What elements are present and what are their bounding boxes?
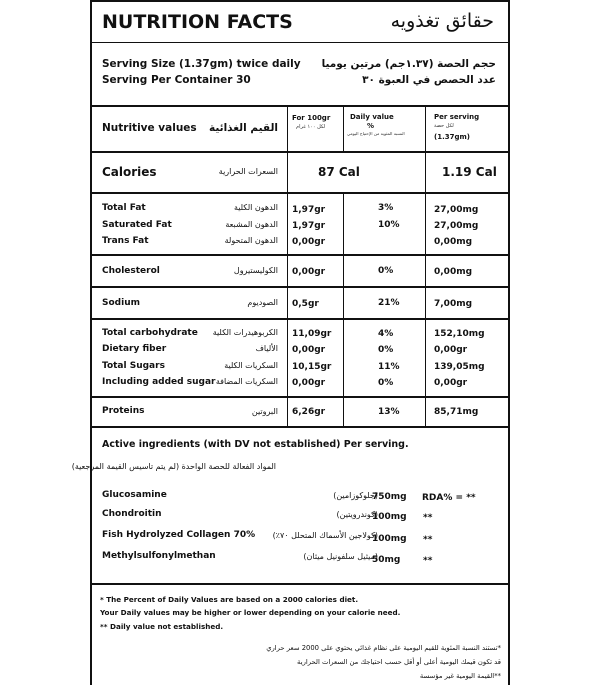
- glucosamine-en: Glucosamine: [102, 490, 167, 500]
- msm-en: Methylsulfonylmethan: [102, 551, 216, 561]
- calories-ar: السعرات الحرارية: [218, 167, 278, 176]
- header-section: [92, 2, 508, 43]
- serving-section: [92, 43, 508, 107]
- collagen-amount: 100mg: [372, 534, 407, 544]
- footnote-ar-1: *تستند النسبة المئوية للقيم اليومية على نظام غذائي يحتوي على 2000 سعر حراري: [266, 644, 501, 652]
- fat-group: [92, 194, 508, 256]
- msm-amount: 50mg: [372, 555, 401, 565]
- total-sugars-per100: 10,15gr: [292, 362, 332, 372]
- active-ingredients-section: [71, 428, 508, 585]
- glucosamine-amount: 750mg: [372, 492, 407, 502]
- total-carb-ar: الكربوهيدرات الكلية: [212, 328, 278, 337]
- per-serving-header: Per serving: [434, 113, 480, 121]
- dietary-fiber-serving: 0,00gr: [434, 345, 468, 355]
- footnote-en-1: * The Percent of Daily Values are based on a 2000 calories diet.: [100, 595, 359, 604]
- sodium-en: Sodium: [102, 298, 140, 308]
- chondroitin-dv: **: [423, 513, 433, 523]
- saturated-fat-en: Saturated Fat: [102, 220, 172, 230]
- glucosamine-dv: RDA% = **: [422, 493, 476, 503]
- cholesterol-ar: الكوليستيرول: [233, 266, 278, 275]
- nutrition-facts-label: [71, 0, 510, 685]
- msm-ar: (ميثيل سلفونيل ميثان): [303, 552, 378, 561]
- sodium-dv: 21%: [378, 298, 400, 308]
- total-sugars-serving: 139,05mg: [434, 362, 485, 372]
- daily-value-header: Daily value: [350, 113, 394, 121]
- sodium-ar: الصوديوم: [247, 298, 278, 307]
- cholesterol-dv: 0%: [378, 266, 394, 276]
- daily-value-percent: %: [367, 122, 375, 130]
- calories-en: Calories: [102, 165, 157, 179]
- proteins-ar: البروتين: [251, 407, 278, 416]
- cholesterol-en: Cholesterol: [102, 266, 160, 276]
- added-sugar-per100: 0,00gr: [292, 378, 326, 388]
- trans-fat-serving: 0,00mg: [434, 237, 473, 247]
- msm-dv: **: [423, 556, 433, 566]
- dietary-fiber-dv: 0%: [378, 345, 394, 355]
- glucosamine-ar: (جلوكوزامين): [333, 491, 378, 500]
- added-sugar-ar: السكريات المضافة: [215, 377, 278, 386]
- total-sugars-ar: السكريات الكلية: [224, 361, 278, 370]
- calories-per100: 87 Cal: [318, 165, 360, 179]
- trans-fat-ar: الدهون المتحولة: [224, 236, 278, 245]
- saturated-fat-ar: الدهون المشبعة: [225, 220, 278, 229]
- collagen-ar: (كولاجين الأسماك المتحلل ٧٠٪): [272, 531, 378, 540]
- column-divider-3: [425, 107, 426, 426]
- per-100g-header: For 100gr: [292, 114, 331, 122]
- total-carb-dv: 4%: [378, 329, 394, 339]
- active-heading-ar: المواد الفعالة للحصة الواحدة (لم يتم تاسيس القيمة المرجعية): [71, 462, 276, 471]
- calories-row: [92, 153, 508, 194]
- footnote-ar-2: قد تكون قيمك اليومية أعلى أو أقل حسب احتياجك من السعرات الحرارية: [297, 658, 501, 666]
- added-sugar-dv: 0%: [378, 378, 394, 388]
- total-carb-serving: 152,10mg: [434, 329, 485, 339]
- chondroitin-amount: 100mg: [372, 512, 407, 522]
- serving-per-container-en: Serving Per Container 30: [102, 74, 251, 86]
- per-serving-amount: (1.37gm): [434, 133, 470, 141]
- added-sugar-serving: 0,00gr: [434, 378, 468, 388]
- serving-per-container-ar: عدد الحصص في العبوة ٣٠: [362, 74, 496, 86]
- sodium-row: [92, 288, 508, 320]
- active-heading-en: Active ingredients (with DV not established) Per serving.: [102, 439, 409, 450]
- total-carb-per100: 11,09gr: [292, 329, 332, 339]
- total-fat-per100: 1,97gr: [292, 205, 326, 215]
- proteins-per100: 6,26gr: [292, 407, 326, 417]
- cholesterol-row: [92, 256, 508, 288]
- sodium-serving: 7,00mg: [434, 299, 473, 309]
- column-divider-2b: [343, 194, 344, 426]
- footnote-ar-3: **القيمة اليومية غير مؤسسة: [419, 672, 501, 680]
- dietary-fiber-en: Dietary fiber: [102, 344, 167, 354]
- column-divider-1: [287, 107, 288, 426]
- dietary-fiber-ar: الألياف: [255, 344, 278, 353]
- column-header-row: [92, 107, 508, 153]
- proteins-en: Proteins: [102, 406, 145, 416]
- serving-size-ar: حجم الحصة (١.٣٧جم) مرتين يوميا: [321, 58, 496, 70]
- nutritive-values-ar: القيم الغذائية: [208, 122, 278, 134]
- sodium-per100: 0,5gr: [292, 299, 319, 309]
- total-fat-serving: 27,00mg: [434, 205, 479, 215]
- daily-value-header-ar: النسبة المئوية من الإحتياج اليومي: [347, 131, 405, 136]
- total-carb-en: Total carbohydrate: [102, 328, 198, 338]
- footnotes-section: [92, 585, 508, 687]
- chondroitin-en: Chondroitin: [102, 509, 162, 519]
- dietary-fiber-per100: 0,00gr: [292, 345, 326, 355]
- title-ar: حقائق تغذويه: [390, 10, 494, 32]
- per-100g-header-ar: لكل ١٠٠ غرام: [296, 124, 326, 130]
- proteins-serving: 85,71mg: [434, 407, 479, 417]
- footnote-en-3: ** Daily value not established.: [100, 622, 224, 631]
- proteins-dv: 13%: [378, 407, 400, 417]
- per-serving-header-ar: لكل حصة: [434, 123, 454, 129]
- collagen-en: Fish Hydrolyzed Collagen 70%: [102, 530, 256, 540]
- nutritive-values-en: Nutritive values: [102, 122, 197, 134]
- chondroitin-ar: (كوندرويتين): [336, 510, 378, 519]
- proteins-row: [92, 398, 508, 428]
- total-fat-ar: الدهون الكلية: [233, 203, 278, 212]
- saturated-fat-dv: 10%: [378, 220, 400, 230]
- column-divider-2: [343, 107, 344, 153]
- collagen-dv: **: [423, 535, 433, 545]
- trans-fat-en: Trans Fat: [102, 236, 149, 246]
- title-en: NUTRITION FACTS: [102, 11, 293, 33]
- serving-size-en: Serving Size (1.37gm) twice daily: [102, 58, 301, 70]
- carbohydrate-group: [92, 320, 508, 398]
- total-fat-en: Total Fat: [102, 203, 146, 213]
- total-sugars-en: Total Sugars: [102, 361, 165, 371]
- cholesterol-per100: 0,00gr: [292, 267, 326, 277]
- footnote-en-2: Your Daily values may be higher or lower depending on your calorie need.: [100, 608, 401, 617]
- saturated-fat-serving: 27,00mg: [434, 221, 479, 231]
- trans-fat-per100: 0,00gr: [292, 237, 326, 247]
- total-sugars-dv: 11%: [378, 362, 400, 372]
- cholesterol-serving: 0,00mg: [434, 267, 473, 277]
- added-sugar-en: Including added sugar: [102, 377, 216, 387]
- saturated-fat-per100: 1,97gr: [292, 221, 326, 231]
- total-fat-dv: 3%: [378, 203, 394, 213]
- calories-serving: 1.19 Cal: [442, 165, 497, 179]
